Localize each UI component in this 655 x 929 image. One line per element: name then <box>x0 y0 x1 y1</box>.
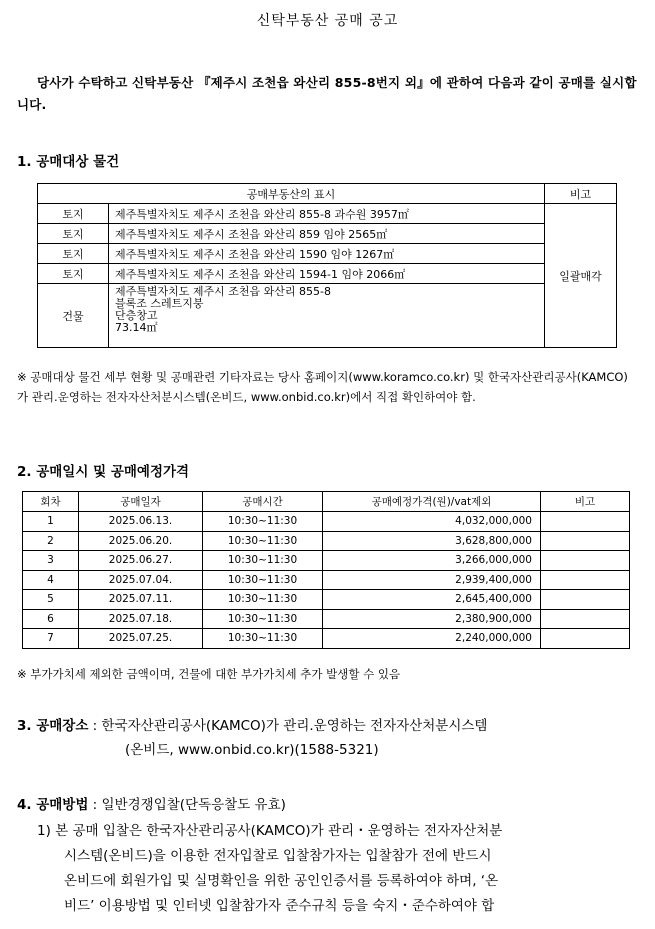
row-kind: 토지 <box>38 244 109 264</box>
row-kind: 토지 <box>38 224 109 244</box>
row-desc: 제주특별자치도 제주시 조천읍 와산리 1590 임야 1267㎡ <box>109 244 545 264</box>
section3-value-line1: 한국자산관리공사(KAMCO)가 관리.운영하는 전자자산처분시스템 <box>101 718 488 734</box>
row-kind: 토지 <box>38 204 109 224</box>
cell-price: 2,240,000,000 <box>323 629 541 649</box>
item1-line: 1) 본 공매 입찰은 한국자산관리공사(KAMCO)가 관리・운영하는 전자자산처분 <box>37 823 503 839</box>
column-header: 비고 <box>541 492 630 512</box>
schedule-table <box>22 491 630 649</box>
section3-place <box>17 714 487 762</box>
column-header: 회차 <box>23 492 79 512</box>
cell-note <box>541 570 630 590</box>
note-cell: 일괄매각 <box>545 204 617 348</box>
row-desc: 제주특별자치도 제주시 조천읍 와산리 859 임야 2565㎡ <box>109 224 545 244</box>
cell-price: 3,266,000,000 <box>323 551 541 571</box>
section4-value: 일반경쟁입찰(단독응찰도 유효) <box>101 797 286 813</box>
cell-note <box>541 629 630 649</box>
cell-note <box>541 512 630 532</box>
column-header: 공매일자 <box>79 492 203 512</box>
cell-price: 2,645,400,000 <box>323 590 541 610</box>
table-row <box>38 284 617 348</box>
cell-time: 10:30~11:30 <box>203 512 323 532</box>
building-line: 단층창고 <box>115 309 158 322</box>
cell-round: 1 <box>23 512 79 532</box>
cell-round: 3 <box>23 551 79 571</box>
table-row <box>38 224 617 244</box>
section1-heading: 1. 공매대상 물건 <box>17 154 120 170</box>
row-kind: 건물 <box>38 284 109 348</box>
section2-footnote: ※ 부가가치세 제외한 금액이며, 건물에 대한 부가가치세 추가 발생할 수 있음 <box>17 667 401 681</box>
table-row <box>38 264 617 284</box>
cell-price: 3,628,800,000 <box>323 531 541 551</box>
item1-line: 온비드에 회원가입 및 실명확인을 위한 공인인증서를 등록하여야 하며, ‘온 <box>64 873 499 889</box>
cell-round: 4 <box>23 570 79 590</box>
section4-sep: : <box>88 797 102 813</box>
cell-time: 10:30~11:30 <box>203 531 323 551</box>
cell-date: 2025.07.11. <box>79 590 203 610</box>
cell-price: 2,939,400,000 <box>323 570 541 590</box>
cell-time: 10:30~11:30 <box>203 609 323 629</box>
section3-sep: : <box>88 718 102 734</box>
cell-round: 6 <box>23 609 79 629</box>
section1-footnote: ※ 공매대상 물건 세부 현황 및 공매관련 기타자료는 당사 홈페이지(www.koramco.co.kr) 및 한국자산관리공사(KAMCO)가 관리.운영하는 전자자산처분시스템(온비드, www.onbid.co.kr)에서 직접 확인하여야 함. <box>17 370 628 404</box>
property-header: 공매부동산의 표시 <box>38 184 545 204</box>
cell-time: 10:30~11:30 <box>203 570 323 590</box>
cell-note <box>541 531 630 551</box>
table-row <box>23 551 630 571</box>
table-row <box>23 512 630 532</box>
intro-paragraph: 당사가 수탁하고 신탁부동산 『제주시 조천읍 와산리 855-8번지 외』에 관하여 다음과 같이 공매를 실시합니다. <box>17 75 637 112</box>
section3-value-line2: (온비드, www.onbid.co.kr)(1588-5321) <box>125 742 379 758</box>
cell-round: 5 <box>23 590 79 610</box>
table-row <box>23 609 630 629</box>
section3-label: 3. 공매장소 <box>17 718 89 734</box>
property-table <box>37 183 617 348</box>
item1-line: 비드’ 이용방법 및 인터넷 입찰참가자 준수규칙 등을 숙지・준수하여야 합 <box>64 898 495 914</box>
note-header: 비고 <box>545 184 617 204</box>
building-line: 73.14㎡ <box>115 321 158 334</box>
cell-date: 2025.07.18. <box>79 609 203 629</box>
page-title: 신탁부동산 공매 공고 <box>256 13 399 29</box>
section2-heading: 2. 공매일시 및 공매예정가격 <box>17 464 190 480</box>
cell-round: 7 <box>23 629 79 649</box>
cell-date: 2025.07.25. <box>79 629 203 649</box>
column-header: 공매시간 <box>203 492 323 512</box>
cell-note <box>541 590 630 610</box>
table-row <box>23 590 630 610</box>
table-row <box>38 244 617 264</box>
table-row <box>23 629 630 649</box>
cell-price: 2,380,900,000 <box>323 609 541 629</box>
cell-time: 10:30~11:30 <box>203 590 323 610</box>
building-line: 제주특별자치도 제주시 조천읍 와산리 855-8 <box>115 285 331 298</box>
cell-price: 4,032,000,000 <box>323 512 541 532</box>
row-desc: 제주특별자치도 제주시 조천읍 와산리 1594-1 임야 2066㎡ <box>109 264 545 284</box>
cell-time: 10:30~11:30 <box>203 551 323 571</box>
item1-line: 시스템(온비드)을 이용한 전자입찰로 입찰참가자는 입찰참가 전에 반드시 <box>64 848 492 864</box>
cell-note <box>541 551 630 571</box>
table-row <box>23 570 630 590</box>
cell-date: 2025.06.13. <box>79 512 203 532</box>
section4-item1 <box>37 819 642 919</box>
table-row <box>23 531 630 551</box>
cell-date: 2025.06.20. <box>79 531 203 551</box>
cell-note <box>541 609 630 629</box>
cell-time: 10:30~11:30 <box>203 629 323 649</box>
column-header: 공매예정가격(원)/vat제외 <box>323 492 541 512</box>
section4-label: 4. 공매방법 <box>17 797 89 813</box>
cell-date: 2025.06.27. <box>79 551 203 571</box>
cell-date: 2025.07.04. <box>79 570 203 590</box>
row-desc: 제주특별자치도 제주시 조천읍 와산리 855-8 과수원 3957㎡ <box>109 204 545 224</box>
section4-method <box>17 793 286 813</box>
building-line: 블록조 스레트지붕 <box>115 297 204 310</box>
building-desc <box>109 284 545 348</box>
table-row <box>38 204 617 224</box>
cell-round: 2 <box>23 531 79 551</box>
row-kind: 토지 <box>38 264 109 284</box>
